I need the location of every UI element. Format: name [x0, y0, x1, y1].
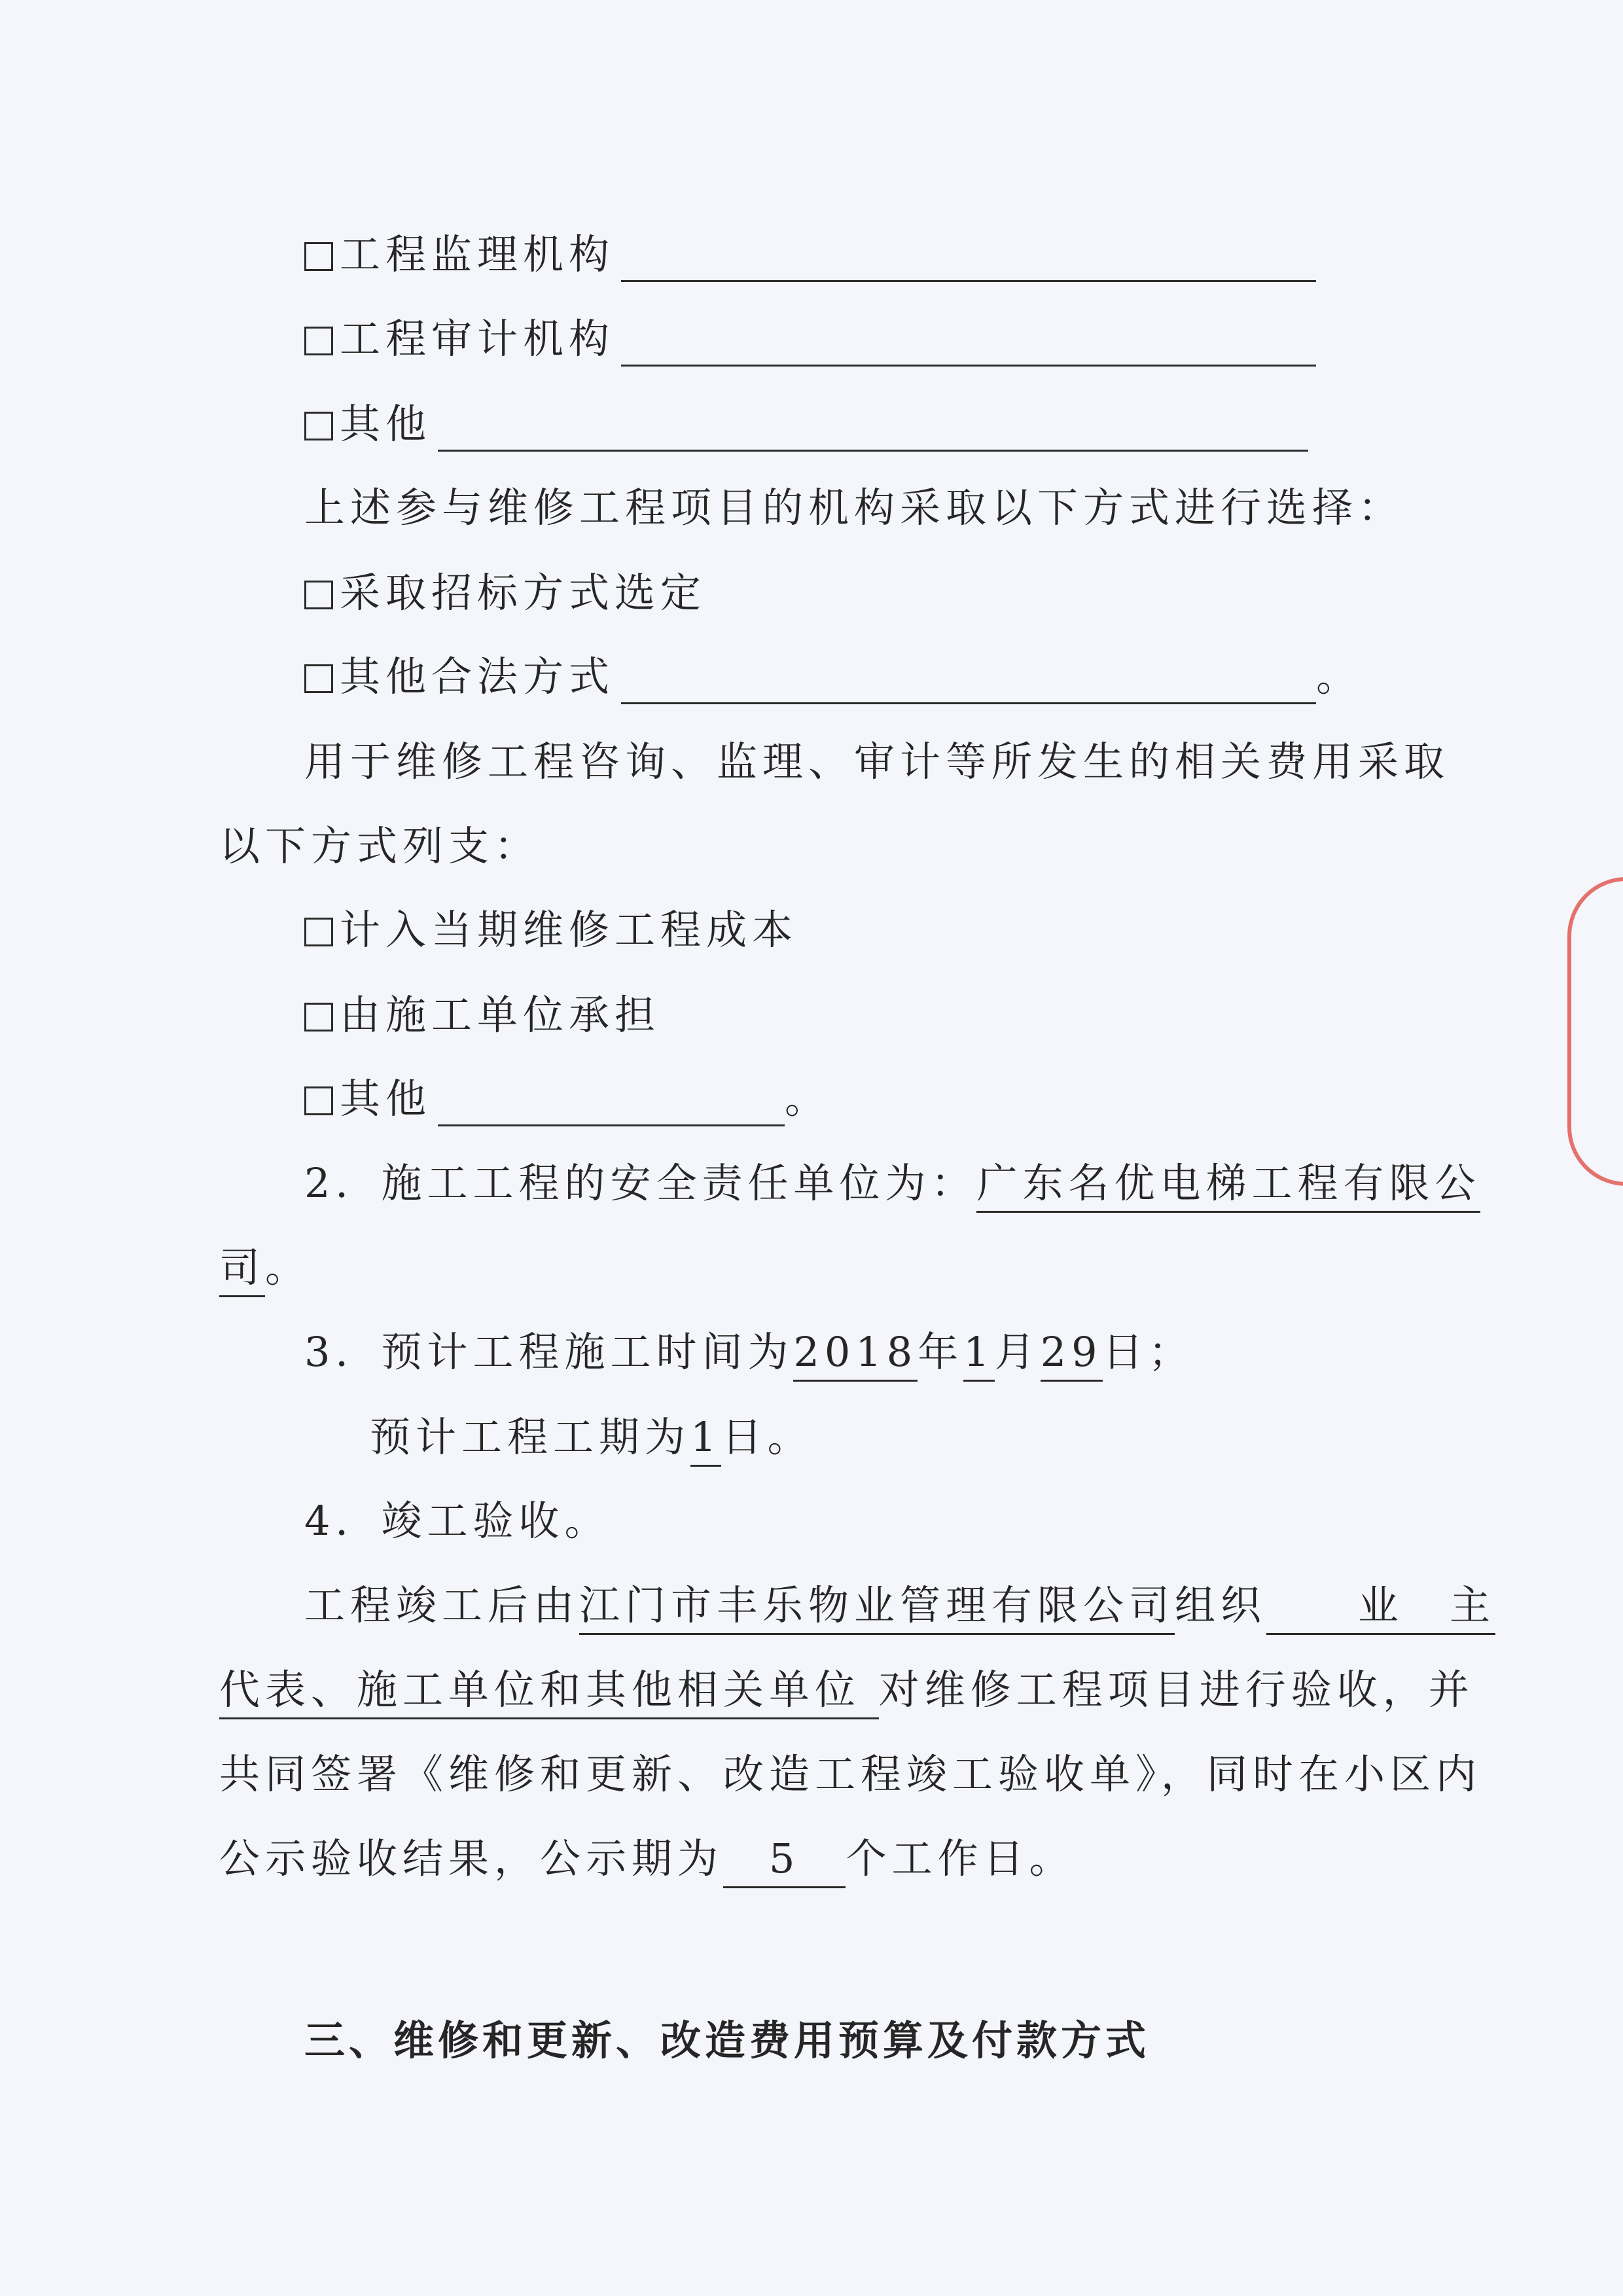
option-supervision-agency	[304, 230, 1316, 282]
day-unit: 日；	[1102, 1328, 1194, 1376]
start-month: 1	[963, 1328, 994, 1382]
acceptance-para-line-2	[219, 1666, 1474, 1713]
publicity-days: 5	[723, 1835, 846, 1888]
fee-intro-line-1: 用于维修工程咨询、监理、审计等所发生的相关费用采取	[304, 738, 1450, 785]
organizer-name: 江门市丰乐物业管理有限公司	[579, 1581, 1175, 1635]
option-fee-contractor	[304, 991, 661, 1039]
blank-line[interactable]	[621, 319, 1316, 367]
acceptance-para-line-3: 共同签署《维修和更新、改造工程竣工验收单》，同时在小区内	[219, 1750, 1482, 1798]
selection-intro: 上述参与维修工程项目的机构采取以下方式进行选择：	[304, 484, 1404, 531]
para-text: 组织	[1175, 1581, 1267, 1629]
safety-unit-value: 广东名优电梯工程有限公	[976, 1159, 1480, 1213]
checkbox-fee-cost[interactable]	[304, 918, 333, 946]
option-other-agency	[304, 400, 1308, 452]
option-label: 其他	[340, 1075, 432, 1122]
option-label: 采取招标方式选定	[340, 569, 707, 617]
option-fee-cost	[304, 906, 798, 954]
period-value: 1	[690, 1413, 721, 1467]
acceptance-para-line-1	[304, 1581, 1496, 1629]
checkbox-other-legal[interactable]	[304, 664, 333, 693]
checkbox-fee-other[interactable]	[304, 1086, 333, 1115]
item-4-title: 4．竣工验收。	[304, 1497, 611, 1545]
checkbox-fee-contractor[interactable]	[304, 1003, 333, 1031]
option-label: 其他合法方式	[340, 653, 615, 700]
para-text: 公示验收结果，公示期为	[219, 1835, 724, 1882]
blank-line[interactable]	[438, 1079, 785, 1126]
item-2-prefix: 2．施工工程的安全责任单位为：	[304, 1159, 977, 1207]
red-seal-stamp	[1567, 877, 1623, 1186]
fee-intro-line-2: 以下方式列支：	[219, 822, 541, 870]
para-text: 个工作日。	[846, 1835, 1075, 1882]
participants-value-cont: 代表、施工单位和其他相关单位	[219, 1666, 879, 1719]
period-unit: 日。	[721, 1413, 813, 1461]
checkbox-supervision[interactable]	[304, 242, 333, 271]
safety-unit-value-cont: 司	[219, 1244, 265, 1297]
item-2-line-1	[304, 1159, 1481, 1207]
option-audit-agency	[304, 315, 1316, 367]
period-mark: 。	[1316, 653, 1363, 700]
option-label: 工程监理机构	[340, 230, 615, 278]
period-prefix: 预计工程工期为	[370, 1413, 691, 1461]
option-other-legal	[304, 653, 1363, 704]
checkbox-audit[interactable]	[304, 327, 333, 355]
item-3-prefix: 3．预计工程施工时间为	[304, 1328, 794, 1376]
item-3-line-1	[304, 1328, 1194, 1376]
para-text: 工程竣工后由	[304, 1581, 580, 1629]
start-year: 2018	[793, 1328, 918, 1382]
option-label: 由施工单位承担	[340, 991, 661, 1039]
checkbox-tender[interactable]	[304, 581, 333, 609]
checkbox-other-agency[interactable]	[304, 412, 333, 440]
blank-line[interactable]	[621, 656, 1316, 704]
blank-line[interactable]	[621, 234, 1316, 282]
period-mark: 。	[785, 1075, 831, 1122]
participants-value: 业 主	[1266, 1581, 1495, 1635]
option-fee-other	[304, 1075, 831, 1126]
year-unit: 年	[918, 1328, 964, 1376]
option-label: 其他	[340, 400, 432, 448]
option-label: 工程审计机构	[340, 315, 615, 363]
item-2-line-2	[219, 1244, 312, 1291]
acceptance-para-line-4	[219, 1835, 1075, 1882]
item-3-line-2	[370, 1413, 813, 1461]
blank-line[interactable]	[438, 404, 1308, 452]
option-tender	[304, 569, 707, 617]
start-day: 29	[1041, 1328, 1103, 1382]
para-text: 对维修工程项目进行验收，并	[878, 1666, 1474, 1713]
month-unit: 月	[994, 1328, 1041, 1376]
section-three-heading: 三、维修和更新、改造费用预算及付款方式	[304, 2017, 1150, 2064]
option-label: 计入当期维修工程成本	[340, 906, 798, 954]
period-mark: 。	[265, 1244, 312, 1291]
